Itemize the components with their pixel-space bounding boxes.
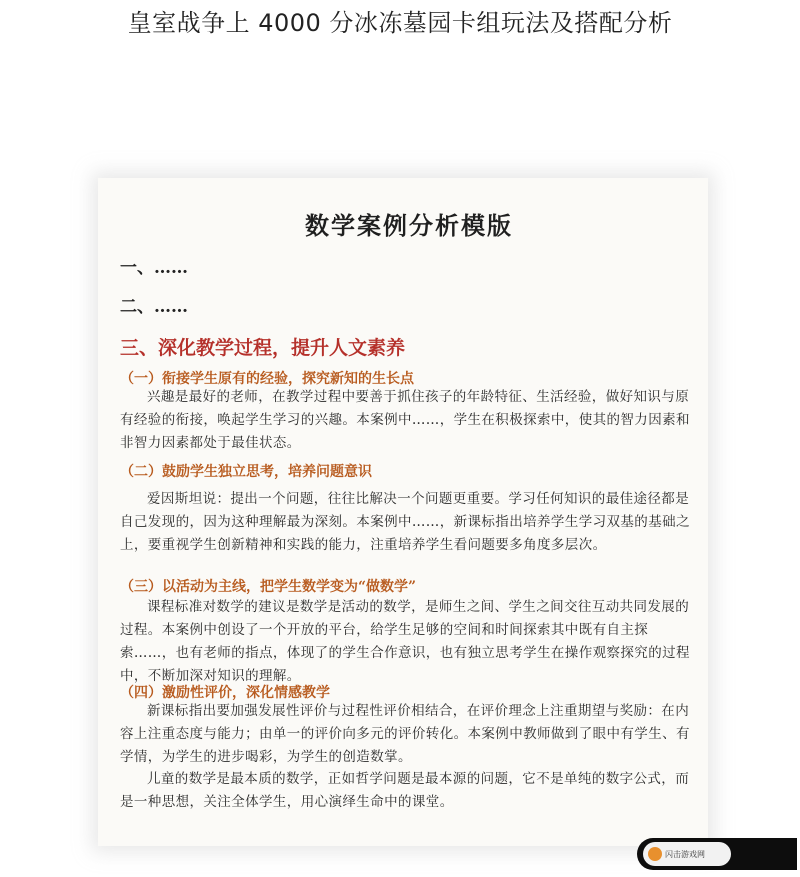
document-image xyxy=(98,178,708,846)
watermark-text: 闪击游戏网 xyxy=(665,849,705,859)
watermark xyxy=(637,838,797,870)
paragraph-1: 兴趣是最好的老师，在教学过程中要善于抓住孩子的年龄特征、生活经验，做好知识与原有经验的衔接，唤起学生学习的兴趣。本案例中……，学生在积极探索中，使其的智力因素和非智力因素都处于最佳状态。 xyxy=(120,389,690,451)
paragraph-5: 儿童的数学是最本质的数学，正如哲学问题是最本源的问题，它不是单纯的数字公式，而是一种思想，关注全体学生，用心演绎生命中的课堂。 xyxy=(120,771,690,810)
watermark-badge xyxy=(643,842,731,866)
document-title: 数学案例分析模版 xyxy=(305,211,513,240)
subsection-heading-4: （四）激励性评价，深化情感教学 xyxy=(120,685,330,701)
game-logo-icon xyxy=(648,847,662,861)
paragraph-4: 新课标指出要加强发展性评价与过程性评价相结合，在评价理念上注重期望与奖励：在内容上注重态度与能力；由单一的评价向多元的评价转化。本案例中教师做到了眼中有学生、有学情，为学生的进步喝彩，为学生的创造数掌。 xyxy=(120,703,690,765)
subsection-heading-3: （三）以活动为主线，把学生数学变为“做数学” xyxy=(120,579,417,595)
page-title: 皇室战争上 4000 分冰冻墓园卡组玩法及搭配分析 xyxy=(127,9,673,37)
section-heading-1: 一、…… xyxy=(120,258,188,278)
subsection-heading-2: （二）鼓励学生独立思考，培养问题意识 xyxy=(120,464,372,480)
section-heading-2: 二、…… xyxy=(120,297,188,317)
paragraph-2: 爱因斯坦说：提出一个问题，往往比解决一个问题更重要。学习任何知识的最佳途径都是自己发现的，因为这种理解最为深刻。本案例中……，新课标指出培养学生学习双基的基础之上，要重视学生创新精神和实践的能力，注重培养学生看问题要多角度多层次。 xyxy=(120,491,690,553)
subsection-heading-1: （一）衔接学生原有的经验，探究新知的生长点 xyxy=(120,371,414,387)
section-heading-3: 三、深化教学过程，提升人文素养 xyxy=(120,337,406,359)
paragraph-3: 课程标准对数学的建议是数学是活动的数学，是师生之间、学生之间交往互动共同发展的过程。本案例中创设了一个开放的平台，给学生足够的空间和时间探索其中既有自主探索……，也有老师的指点，体现了的学生合作意识，也有独立思考学生在操作观察探究的过程中，不断加深对知识的理解。 xyxy=(120,599,690,684)
